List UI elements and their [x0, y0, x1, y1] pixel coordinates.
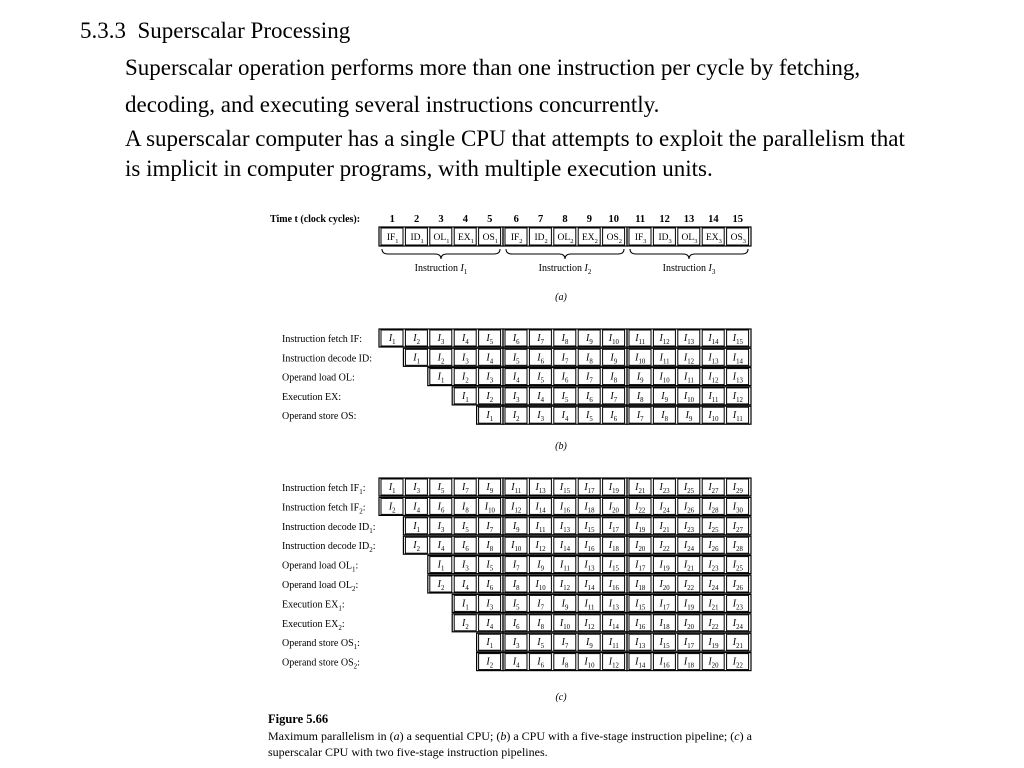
- instruction-cell-label: $I_9$: [636, 371, 644, 385]
- instruction-cell-label: $I_5$: [462, 520, 469, 534]
- instruction-cell-label: $I_{22}$: [659, 540, 670, 554]
- instruction-cell-label: $I_6$: [537, 656, 544, 670]
- cell-group-frame: [452, 594, 503, 612]
- pipeline-row-label: Operand load OL:: [282, 372, 355, 384]
- instruction-cell-label: $I_9$: [537, 559, 544, 573]
- instruction-cell-label: $I_{23}$: [732, 598, 743, 612]
- cycle-number: 3: [438, 214, 444, 225]
- cycle-number: 10: [608, 214, 620, 225]
- instruction-cell-label: $I_1$: [437, 559, 445, 573]
- instruction-cell-label: $I_8$: [537, 617, 544, 631]
- instruction-cell-label: $I_{24}$: [708, 579, 719, 592]
- instruction-cell-label: $I_2$: [462, 371, 469, 385]
- instruction-cell-label: $I_{25}$: [732, 559, 743, 573]
- pipeline-row-label: Execution EX:: [282, 391, 342, 403]
- instruction-cell-label: $I_{20}$: [683, 617, 695, 631]
- instruction-cell-label: $I_{13}$: [635, 637, 646, 651]
- instruction-cell-label: $I_{28}$: [732, 540, 743, 554]
- instruction-cell-label: $I_8$: [636, 390, 644, 404]
- instruction-cell-label: $I_{14}$: [584, 579, 595, 592]
- cycle-number: 5: [487, 214, 493, 225]
- instruction-cell-label: $I_3$: [512, 390, 520, 404]
- instruction-cell-label: $I_6$: [537, 352, 544, 366]
- instruction-cell-label: $I_4$: [537, 390, 544, 404]
- instruction-cell-label: $I_6$: [561, 371, 569, 385]
- instruction-cell-label: $I_{19}$: [635, 520, 646, 534]
- instruction-cell-label: $I_4$: [486, 352, 494, 366]
- figure-caption-text: Maximum parallelism in (a) a sequential CPU; (b) a CPU with a five-stage instruction pipeline; (c) a superscalar CPU with two five-stage instruction pipelines.: [268, 729, 752, 759]
- instruction-cell-label: $I_7$: [561, 352, 569, 366]
- instruction-cell-label: $I_4$: [512, 371, 520, 385]
- cycle-number: 2: [413, 214, 420, 225]
- pipeline-row-label: Instruction decode ID:: [282, 353, 372, 365]
- instruction-cell-label: $I_{15}$: [559, 482, 571, 495]
- instruction-cell-label: $I_9$: [685, 410, 693, 424]
- instruction-cell-label: $I_{16}$: [559, 501, 571, 515]
- stage-label: $OS_1$: [482, 233, 498, 245]
- instruction-cell-label: $I_{27}$: [732, 520, 743, 534]
- pipeline-row-label: Instruction decode $ID_2$:: [282, 541, 376, 555]
- instruction-cell-label: $I_{12}$: [659, 333, 670, 346]
- instruction-cell-label: $I_6$: [486, 579, 494, 592]
- part-b-label: (b): [555, 441, 567, 452]
- instruction-cell-label: $I_2$: [437, 579, 445, 592]
- figure-caption-title: Figure 5.66: [268, 712, 329, 726]
- instruction-cell-label: $I_4$: [561, 410, 569, 424]
- instruction-cell-label: $I_{12}$: [535, 540, 546, 554]
- cycle-number: 1: [389, 214, 395, 225]
- instruction-brace: [630, 249, 748, 259]
- instruction-cell-label: $I_{13}$: [559, 520, 571, 534]
- instruction-cell-label: $I_{15}$: [659, 637, 670, 651]
- instruction-cell-label: $I_8$: [561, 656, 569, 670]
- cycle-number: 14: [708, 214, 719, 225]
- instruction-cell-label: $I_{22}$: [732, 656, 743, 670]
- time-axis-label: Time t (clock cycles):: [270, 214, 361, 225]
- instruction-cell-label: $I_{11}$: [584, 598, 595, 612]
- stage-label: $OL_3$: [681, 233, 698, 245]
- instruction-cell-label: $I_{11}$: [659, 352, 670, 366]
- instruction-cell-label: $I_8$: [610, 371, 618, 385]
- instruction-cell-label: $I_{12}$: [732, 390, 743, 404]
- instruction-cell-label: $I_{24}$: [683, 540, 695, 554]
- instruction-cell-label: $I_3$: [486, 598, 494, 612]
- pipeline-row-label: Instruction fetch IF:: [282, 334, 362, 345]
- instruction-cell-label: $I_{10}$: [708, 410, 719, 424]
- cycle-number: 12: [659, 214, 670, 225]
- instruction-cell-label: $I_1$: [462, 598, 469, 612]
- cycle-number: 15: [732, 214, 744, 225]
- instruction-cell-label: $I_{11}$: [732, 410, 743, 424]
- instruction-cell-label: $I_6$: [610, 410, 618, 424]
- instruction-cell-label: $I_{21}$: [683, 559, 695, 573]
- instruction-cell-label: $I_{26}$: [708, 540, 719, 554]
- instruction-cell-label: $I_{21}$: [708, 598, 719, 612]
- instruction-cell-label: $I_8$: [512, 579, 520, 592]
- instruction-cell-label: $I_5$: [512, 598, 520, 612]
- instruction-cell-label: $I_{17}$: [683, 637, 695, 651]
- instruction-cell-label: $I_{11}$: [511, 482, 522, 495]
- pipeline-row-label: Instruction fetch $IF_1$:: [282, 483, 366, 496]
- instruction-cell-label: $I_{16}$: [659, 656, 670, 670]
- instruction-cell-label: $I_4$: [437, 540, 445, 554]
- instruction-cell-label: $I_6$: [462, 540, 469, 554]
- cycle-number: 4: [462, 214, 469, 225]
- cycle-number: 8: [562, 214, 568, 225]
- instruction-cell-label: $I_6$: [437, 501, 445, 515]
- stage-label: $ID_3$: [658, 233, 672, 245]
- instruction-cell-label: $I_{25}$: [683, 482, 695, 495]
- cycle-number: 11: [635, 214, 646, 225]
- instruction-cell-label: $I_2$: [437, 352, 445, 366]
- instruction-cell-label: $I_{12}$: [511, 501, 522, 515]
- instruction-cell-label: $I_4$: [486, 617, 494, 631]
- instruction-cell-label: $I_3$: [437, 520, 445, 534]
- pipeline-row-label: Operand load $OL_2$:: [282, 580, 359, 593]
- instruction-brace: [506, 249, 624, 259]
- instruction-cell-label: $I_{24}$: [732, 617, 743, 631]
- instruction-cell-label: $I_3$: [512, 637, 520, 651]
- instruction-cell-label: $I_{13}$: [732, 371, 743, 385]
- stage-label: $ID_2$: [534, 233, 548, 245]
- cycle-number: 6: [513, 214, 519, 225]
- instruction-cell-label: $I_{19}$: [683, 598, 695, 612]
- stage-label: $OL_2$: [557, 233, 574, 245]
- instruction-cell-label: $I_{23}$: [683, 520, 695, 534]
- instruction-cell-label: $I_9$: [586, 333, 593, 346]
- instruction-cell-label: $I_1$: [462, 390, 469, 404]
- instruction-cell-label: $I_{24}$: [659, 501, 670, 515]
- pipeline-row-label: Operand load $OL_1$:: [282, 560, 359, 574]
- instruction-label: Instruction $I_2$: [538, 263, 592, 276]
- instruction-cell-label: $I_{28}$: [708, 501, 719, 515]
- instruction-cell-label: $I_{11}$: [635, 333, 646, 346]
- instruction-cell-label: $I_{18}$: [659, 617, 670, 631]
- instruction-cell-label: $I_3$: [486, 371, 494, 385]
- instruction-cell-label: $I_{16}$: [635, 617, 646, 631]
- instruction-cell-label: $I_2$: [486, 656, 494, 670]
- instruction-cell-label: $I_{22}$: [683, 579, 695, 592]
- instruction-cell-label: $I_{18}$: [608, 540, 619, 554]
- stage-label: $IF_3$: [634, 233, 647, 245]
- instruction-cell-label: $I_{17}$: [608, 520, 619, 534]
- instruction-cell-label: $I_8$: [661, 410, 668, 424]
- section-heading: 5.3.3 Superscalar Processing: [80, 18, 351, 43]
- stage-label: $EX_1$: [457, 233, 474, 245]
- instruction-cell-label: $I_5$: [512, 352, 520, 366]
- instruction-cell-label: $I_{25}$: [708, 520, 719, 534]
- instruction-cell-label: $I_8$: [486, 540, 494, 554]
- instruction-cell-label: $I_{22}$: [635, 501, 646, 515]
- instruction-cell-label: $I_{10}$: [584, 656, 595, 670]
- instruction-cell-label: $I_2$: [486, 390, 494, 404]
- instruction-cell-label: $I_{23}$: [708, 559, 719, 573]
- instruction-cell-label: $I_9$: [586, 637, 593, 651]
- instruction-cell-label: $I_{11}$: [684, 371, 694, 385]
- stage-label: $IF_1$: [386, 233, 399, 245]
- instruction-cell-label: $I_8$: [462, 501, 469, 515]
- instruction-cell-label: $I_8$: [561, 333, 569, 346]
- pipeline-row-label: Instruction fetch $IF_2$:: [282, 502, 366, 516]
- instruction-cell-label: $I_6$: [586, 390, 593, 404]
- instruction-cell-label: $I_9$: [512, 520, 520, 534]
- instruction-cell-label: $I_5$: [537, 371, 544, 385]
- stage-label: $OS_3$: [730, 233, 746, 245]
- instruction-cell-label: $I_9$: [661, 390, 668, 404]
- instruction-cell-label: $I_{21}$: [659, 520, 670, 534]
- instruction-cell-label: $I_3$: [413, 482, 420, 495]
- instruction-cell-label: $I_7$: [537, 333, 544, 346]
- instruction-cell-label: $I_{14}$: [559, 540, 571, 554]
- instruction-cell-label: $I_5$: [486, 559, 494, 573]
- instruction-cell-label: $I_{17}$: [584, 482, 595, 495]
- instruction-brace: [382, 249, 500, 259]
- instruction-cell-label: $I_1$: [437, 371, 445, 385]
- part-c-label: (c): [555, 692, 567, 703]
- instruction-cell-label: $I_{19}$: [708, 637, 719, 651]
- instruction-cell-label: $I_9$: [486, 482, 494, 495]
- instruction-cell-label: $I_6$: [512, 617, 520, 631]
- instruction-cell-label: $I_{20}$: [708, 656, 719, 670]
- pipeline-row-label: Operand store $OS_2$:: [282, 657, 360, 671]
- stage-label: $ID_1$: [410, 233, 424, 245]
- instruction-cell-label: $I_{10}$: [559, 617, 571, 631]
- stage-label: $EX_2$: [581, 233, 598, 245]
- instruction-cell-label: $I_1$: [486, 637, 494, 651]
- instruction-cell-label: $I_{17}$: [659, 598, 670, 612]
- instruction-cell-label: $I_{14}$: [608, 617, 619, 631]
- instruction-cell-label: $I_3$: [437, 333, 445, 346]
- cycle-number: 9: [586, 214, 593, 225]
- instruction-cell-label: $I_5$: [437, 482, 445, 495]
- instruction-cell-label: $I_{29}$: [732, 482, 743, 495]
- instruction-cell-label: $I_{15}$: [732, 333, 743, 346]
- pipeline-row-label: Execution $EX_1$:: [282, 599, 345, 613]
- instruction-cell-label: $I_7$: [462, 482, 469, 495]
- instruction-cell-label: $I_{16}$: [608, 579, 619, 592]
- cell-group-frame: [452, 387, 503, 405]
- instruction-cell-label: $I_{14}$: [635, 656, 646, 670]
- instruction-cell-label: $I_5$: [537, 637, 544, 651]
- instruction-cell-label: $I_{10}$: [484, 501, 495, 515]
- cell-group-frame: [452, 614, 503, 632]
- stage-label: $OL_1$: [433, 233, 450, 245]
- part-a-label: (a): [555, 292, 567, 303]
- instruction-cell-label: $I_{26}$: [732, 579, 743, 592]
- instruction-cell-label: $I_{19}$: [608, 482, 619, 495]
- instruction-cell-label: $I_2$: [512, 410, 520, 424]
- cycle-number: 13: [683, 214, 695, 225]
- instruction-cell-label: $I_4$: [462, 333, 469, 346]
- instruction-cell-label: $I_1$: [413, 352, 420, 366]
- cycle-number: 7: [537, 214, 544, 225]
- pipeline-row-label: Operand store OS:: [282, 411, 357, 423]
- pipeline-row-label: Instruction decode $ID_1$:: [282, 521, 376, 535]
- instruction-cell-label: $I_{19}$: [659, 559, 670, 573]
- instruction-cell-label: $I_{18}$: [683, 656, 695, 670]
- instruction-cell-label: $I_1$: [486, 410, 494, 424]
- instruction-cell-label: $I_7$: [610, 390, 618, 404]
- instruction-cell-label: $I_5$: [486, 333, 494, 346]
- instruction-cell-label: $I_{10}$: [683, 390, 695, 404]
- instruction-cell-label: $I_{13}$: [584, 559, 595, 573]
- instruction-cell-label: $I_5$: [561, 390, 569, 404]
- instruction-label: Instruction $I_3$: [662, 263, 716, 276]
- pipeline-row-label: Execution $EX_2$:: [282, 618, 345, 632]
- instruction-cell-label: $I_{10}$: [659, 371, 670, 385]
- instruction-cell-label: $I_{23}$: [659, 482, 670, 495]
- instruction-cell-label: $I_8$: [586, 352, 593, 366]
- instruction-cell-label: $I_7$: [486, 520, 494, 534]
- instruction-cell-label: $I_2$: [462, 617, 469, 631]
- instruction-cell-label: $I_2$: [413, 540, 420, 554]
- instruction-cell-label: $I_7$: [512, 559, 520, 573]
- instruction-cell-label: $I_{16}$: [584, 540, 595, 554]
- paragraph-1: Superscalar operation performs more than one instruction per cycle by fetching, decoding, and executing several instructions concurrently.: [125, 55, 861, 117]
- instruction-cell-label: $I_4$: [462, 579, 469, 592]
- instruction-label: Instruction $I_1$: [414, 263, 468, 276]
- instruction-cell-label: $I_{20}$: [635, 540, 646, 554]
- instruction-cell-label: $I_1$: [388, 482, 396, 495]
- instruction-cell-label: $I_9$: [610, 352, 618, 366]
- instruction-cell-label: $I_{21}$: [732, 637, 743, 651]
- instruction-cell-label: $I_1$: [388, 333, 396, 346]
- instruction-cell-label: $I_{12}$: [559, 579, 571, 592]
- instruction-cell-label: $I_{18}$: [584, 501, 595, 515]
- instruction-cell-label: $I_{10}$: [635, 352, 646, 366]
- paragraph-2: A superscalar computer has a single CPU that attempts to exploit the parallelism that is implicit in computer programs, with multiple execution units.: [125, 126, 905, 181]
- instruction-cell-label: $I_{11}$: [560, 559, 570, 573]
- instruction-cell-label: $I_5$: [586, 410, 593, 424]
- instruction-cell-label: $I_{17}$: [635, 559, 646, 573]
- instruction-cell-label: $I_{11}$: [608, 637, 619, 651]
- instruction-cell-label: $I_{30}$: [732, 501, 743, 515]
- instruction-cell-label: $I_4$: [512, 656, 520, 670]
- instruction-cell-label: $I_{11}$: [708, 390, 719, 404]
- instruction-cell-label: $I_{13}$: [535, 482, 546, 495]
- instruction-cell-label: $I_7$: [561, 637, 569, 651]
- instruction-cell-label: $I_{20}$: [608, 501, 619, 515]
- instruction-cell-label: $I_{10}$: [511, 540, 522, 554]
- stage-label: $IF_2$: [510, 233, 523, 245]
- stage-label: $EX_3$: [705, 233, 722, 245]
- instruction-cell-label: $I_{12}$: [708, 371, 719, 385]
- instruction-cell-label: $I_{15}$: [635, 598, 646, 612]
- instruction-cell-label: $I_{26}$: [683, 501, 695, 515]
- instruction-cell-label: $I_{20}$: [659, 579, 670, 592]
- instruction-cell-label: $I_{13}$: [683, 333, 695, 346]
- instruction-cell-label: $I_9$: [561, 598, 569, 612]
- instruction-cell-label: $I_2$: [413, 333, 420, 346]
- instruction-cell-label: $I_{10}$: [535, 579, 546, 592]
- pipeline-row-label: Operand store $OS_1$:: [282, 638, 360, 652]
- instruction-cell-label: $I_4$: [413, 501, 420, 515]
- instruction-cell-label: $I_{11}$: [535, 520, 546, 534]
- instruction-cell-label: $I_{13}$: [608, 598, 619, 612]
- instruction-cell-label: $I_{27}$: [708, 482, 719, 495]
- instruction-cell-label: $I_7$: [586, 371, 593, 385]
- instruction-cell-label: $I_7$: [537, 598, 544, 612]
- instruction-cell-label: $I_3$: [537, 410, 544, 424]
- instruction-cell-label: $I_1$: [413, 520, 420, 534]
- stage-label: $OS_2$: [606, 233, 622, 245]
- instruction-cell-label: $I_3$: [462, 559, 469, 573]
- instruction-cell-label: $I_{12}$: [608, 656, 619, 670]
- instruction-cell-label: $I_6$: [512, 333, 520, 346]
- instruction-cell-label: $I_7$: [636, 410, 644, 424]
- instruction-cell-label: $I_{21}$: [635, 482, 646, 495]
- instruction-cell-label: $I_{14}$: [732, 352, 743, 366]
- instruction-cell-label: $I_{14}$: [708, 333, 719, 346]
- instruction-cell-label: $I_{12}$: [584, 617, 595, 631]
- instruction-cell-label: $I_3$: [462, 352, 469, 366]
- instruction-cell-label: $I_{15}$: [584, 520, 595, 534]
- instruction-cell-label: $I_{13}$: [708, 352, 719, 366]
- instruction-cell-label: $I_{12}$: [683, 352, 695, 366]
- instruction-cell-label: $I_2$: [388, 501, 396, 515]
- instruction-cell-label: $I_{10}$: [608, 333, 619, 346]
- instruction-cell-label: $I_{15}$: [608, 559, 619, 573]
- instruction-cell-label: $I_{18}$: [635, 579, 646, 592]
- instruction-cell-label: $I_{22}$: [708, 617, 719, 631]
- instruction-cell-label: $I_{14}$: [535, 501, 546, 515]
